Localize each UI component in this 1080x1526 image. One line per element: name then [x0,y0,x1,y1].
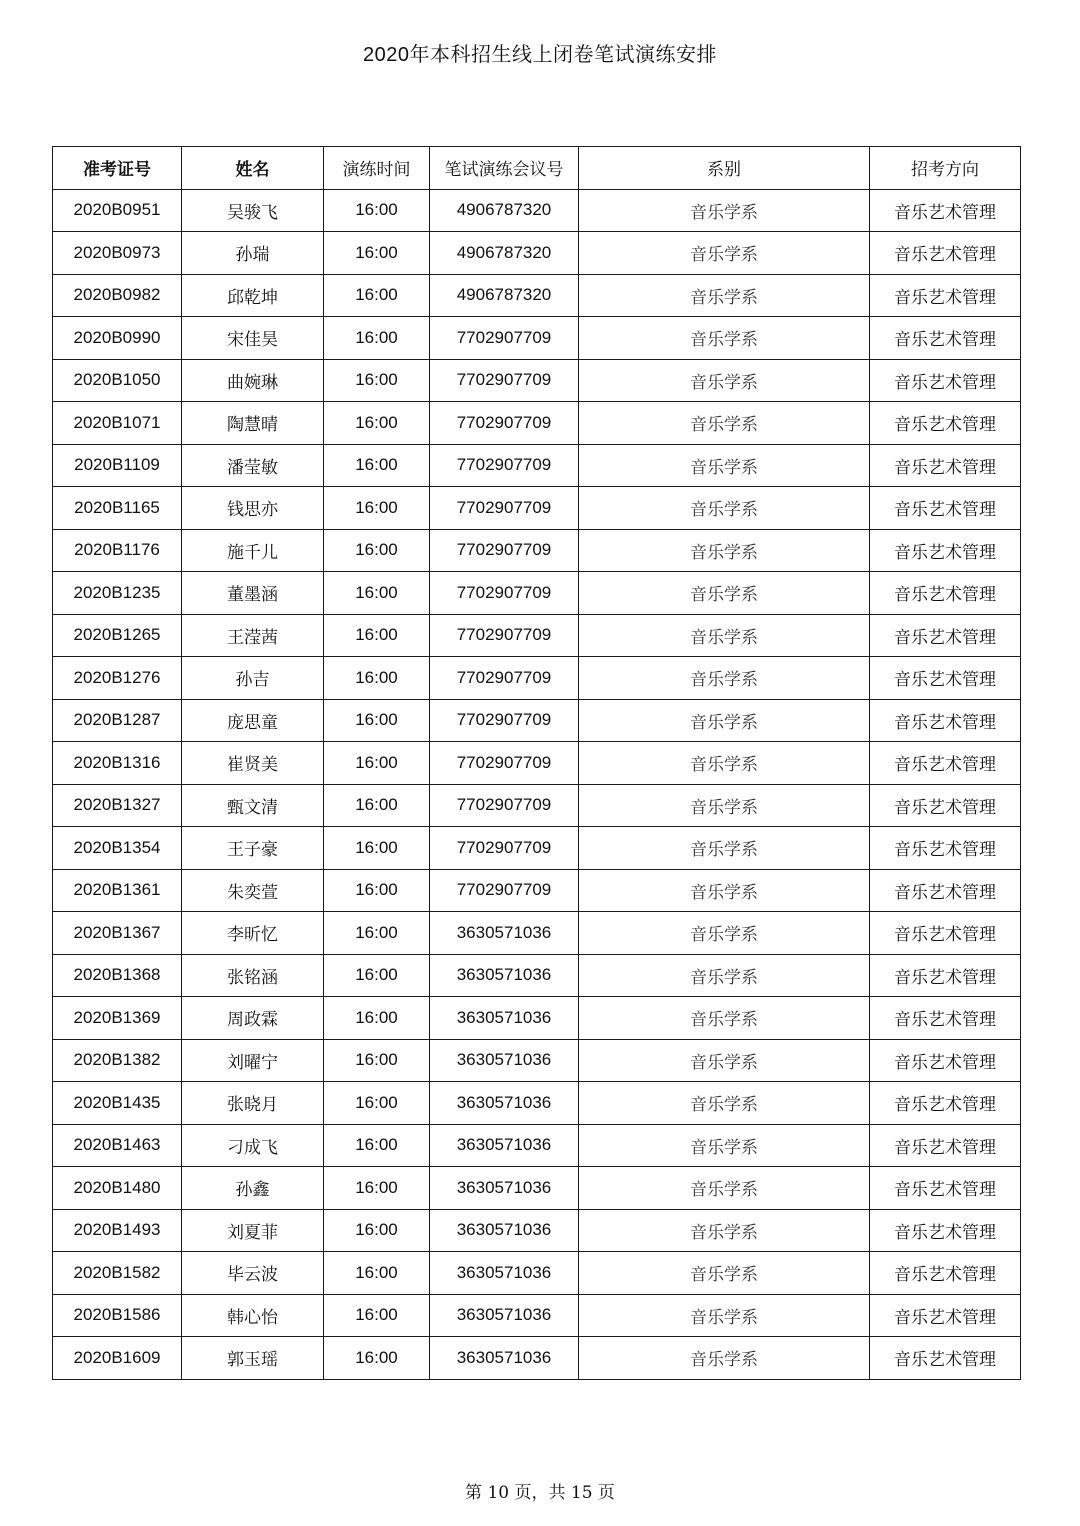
meeting-id-cell: 7702907709 [430,742,579,785]
name-cell: 韩心怡 [182,1294,324,1337]
direction-cell: 音乐艺术管理 [870,1167,1021,1210]
direction-cell: 音乐艺术管理 [870,1124,1021,1167]
table-row [53,784,1021,827]
meeting-id-cell: 7702907709 [430,317,579,360]
exam-id-cell: 2020B1316 [53,742,182,785]
header-time: 演练时间 [324,147,430,190]
direction-cell: 音乐艺术管理 [870,869,1021,912]
time-cell: 16:00 [324,1167,430,1210]
table-row [53,1124,1021,1167]
name-cell: 刘夏菲 [182,1209,324,1252]
name-cell: 朱奕萱 [182,869,324,912]
direction-cell: 音乐艺术管理 [870,614,1021,657]
meeting-id-cell: 3630571036 [430,1124,579,1167]
name-cell: 曲婉琳 [182,359,324,402]
table-row [53,317,1021,360]
department-cell: 音乐学系 [579,997,870,1040]
meeting-id-cell: 7702907709 [430,487,579,530]
time-cell: 16:00 [324,1209,430,1252]
direction-cell: 音乐艺术管理 [870,1209,1021,1252]
meeting-id-cell: 7702907709 [430,827,579,870]
exam-id-cell: 2020B1586 [53,1294,182,1337]
direction-cell: 音乐艺术管理 [870,784,1021,827]
department-cell: 音乐学系 [579,954,870,997]
name-cell: 钱思亦 [182,487,324,530]
meeting-id-cell: 3630571036 [430,1252,579,1295]
exam-id-cell: 2020B1382 [53,1039,182,1082]
table-row [53,912,1021,955]
table-row [53,1252,1021,1295]
meeting-id-cell: 7702907709 [430,359,579,402]
name-cell: 孙吉 [182,657,324,700]
department-cell: 音乐学系 [579,869,870,912]
direction-cell: 音乐艺术管理 [870,657,1021,700]
meeting-id-cell: 3630571036 [430,1294,579,1337]
name-cell: 刘曜宁 [182,1039,324,1082]
time-cell: 16:00 [324,869,430,912]
name-cell: 潘莹敏 [182,444,324,487]
name-cell: 王子豪 [182,827,324,870]
department-cell: 音乐学系 [579,317,870,360]
department-cell: 音乐学系 [579,1337,870,1380]
direction-cell: 音乐艺术管理 [870,1337,1021,1380]
direction-cell: 音乐艺术管理 [870,699,1021,742]
direction-cell: 音乐艺术管理 [870,912,1021,955]
name-cell: 刁成飞 [182,1124,324,1167]
time-cell: 16:00 [324,1337,430,1380]
department-cell: 音乐学系 [579,912,870,955]
exam-id-cell: 2020B1276 [53,657,182,700]
meeting-id-cell: 7702907709 [430,402,579,445]
time-cell: 16:00 [324,699,430,742]
direction-cell: 音乐艺术管理 [870,529,1021,572]
exam-id-cell: 2020B1582 [53,1252,182,1295]
name-cell: 张铭涵 [182,954,324,997]
meeting-id-cell: 7702907709 [430,657,579,700]
time-cell: 16:00 [324,954,430,997]
meeting-id-cell: 3630571036 [430,1082,579,1125]
meeting-id-cell: 4906787320 [430,189,579,232]
direction-cell: 音乐艺术管理 [870,954,1021,997]
department-cell: 音乐学系 [579,189,870,232]
exam-id-cell: 2020B1361 [53,869,182,912]
table-row [53,529,1021,572]
direction-cell: 音乐艺术管理 [870,317,1021,360]
meeting-id-cell: 3630571036 [430,912,579,955]
department-cell: 音乐学系 [579,402,870,445]
direction-cell: 音乐艺术管理 [870,827,1021,870]
meeting-id-cell: 3630571036 [430,1337,579,1380]
meeting-id-cell: 3630571036 [430,1039,579,1082]
time-cell: 16:00 [324,1124,430,1167]
header-name: 姓名 [182,147,324,190]
schedule-table [52,146,1021,1380]
direction-cell: 音乐艺术管理 [870,1082,1021,1125]
exam-id-cell: 2020B0990 [53,317,182,360]
exam-id-cell: 2020B1050 [53,359,182,402]
exam-id-cell: 2020B1176 [53,529,182,572]
exam-id-cell: 2020B1327 [53,784,182,827]
table-row [53,274,1021,317]
direction-cell: 音乐艺术管理 [870,402,1021,445]
name-cell: 邱乾坤 [182,274,324,317]
direction-cell: 音乐艺术管理 [870,274,1021,317]
table-row [53,232,1021,275]
meeting-id-cell: 3630571036 [430,1209,579,1252]
exam-id-cell: 2020B1265 [53,614,182,657]
exam-id-cell: 2020B1368 [53,954,182,997]
table-row [53,402,1021,445]
time-cell: 16:00 [324,1039,430,1082]
table-row [53,444,1021,487]
direction-cell: 音乐艺术管理 [870,189,1021,232]
time-cell: 16:00 [324,317,430,360]
header-direction: 招考方向 [870,147,1021,190]
page-number: 第 10 页，共 15 页 [465,1483,615,1503]
department-cell: 音乐学系 [579,1252,870,1295]
time-cell: 16:00 [324,657,430,700]
table-row [53,827,1021,870]
exam-id-cell: 2020B1463 [53,1124,182,1167]
time-cell: 16:00 [324,189,430,232]
meeting-id-cell: 7702907709 [430,784,579,827]
department-cell: 音乐学系 [579,1294,870,1337]
department-cell: 音乐学系 [579,742,870,785]
meeting-id-cell: 7702907709 [430,614,579,657]
time-cell: 16:00 [324,572,430,615]
header-exam-id: 准考证号 [53,147,182,190]
department-cell: 音乐学系 [579,572,870,615]
time-cell: 16:00 [324,444,430,487]
department-cell: 音乐学系 [579,699,870,742]
table-row [53,1337,1021,1380]
exam-id-cell: 2020B1493 [53,1209,182,1252]
department-cell: 音乐学系 [579,614,870,657]
page-title: 2020年本科招生线上闭卷笔试演练安排 [363,44,717,66]
table-row [53,1209,1021,1252]
table-row [53,487,1021,530]
table-row [53,1167,1021,1210]
direction-cell: 音乐艺术管理 [870,232,1021,275]
time-cell: 16:00 [324,997,430,1040]
table-row [53,614,1021,657]
direction-cell: 音乐艺术管理 [870,359,1021,402]
department-cell: 音乐学系 [579,1082,870,1125]
header-department: 系别 [579,147,870,190]
table-row [53,1039,1021,1082]
meeting-id-cell: 3630571036 [430,997,579,1040]
name-cell: 崔贤美 [182,742,324,785]
table-row [53,954,1021,997]
meeting-id-cell: 7702907709 [430,869,579,912]
department-cell: 音乐学系 [579,1209,870,1252]
exam-id-cell: 2020B0973 [53,232,182,275]
exam-id-cell: 2020B0951 [53,189,182,232]
time-cell: 16:00 [324,827,430,870]
exam-id-cell: 2020B1369 [53,997,182,1040]
table-body [53,189,1021,1379]
time-cell: 16:00 [324,529,430,572]
meeting-id-cell: 7702907709 [430,444,579,487]
table-row [53,1294,1021,1337]
department-cell: 音乐学系 [579,1039,870,1082]
time-cell: 16:00 [324,784,430,827]
name-cell: 孙鑫 [182,1167,324,1210]
time-cell: 16:00 [324,359,430,402]
time-cell: 16:00 [324,274,430,317]
department-cell: 音乐学系 [579,1124,870,1167]
table-row [53,997,1021,1040]
direction-cell: 音乐艺术管理 [870,1252,1021,1295]
table-row [53,189,1021,232]
exam-id-cell: 2020B1287 [53,699,182,742]
time-cell: 16:00 [324,614,430,657]
exam-id-cell: 2020B1235 [53,572,182,615]
time-cell: 16:00 [324,1252,430,1295]
time-cell: 16:00 [324,912,430,955]
meeting-id-cell: 7702907709 [430,529,579,572]
time-cell: 16:00 [324,1082,430,1125]
exam-id-cell: 2020B1367 [53,912,182,955]
name-cell: 庞思童 [182,699,324,742]
exam-id-cell: 2020B1071 [53,402,182,445]
time-cell: 16:00 [324,1294,430,1337]
direction-cell: 音乐艺术管理 [870,997,1021,1040]
table-header-row [53,147,1021,190]
direction-cell: 音乐艺术管理 [870,487,1021,530]
meeting-id-cell: 4906787320 [430,232,579,275]
exam-id-cell: 2020B1435 [53,1082,182,1125]
department-cell: 音乐学系 [579,784,870,827]
department-cell: 音乐学系 [579,657,870,700]
name-cell: 王滢茜 [182,614,324,657]
time-cell: 16:00 [324,232,430,275]
table-row [53,742,1021,785]
name-cell: 毕云波 [182,1252,324,1295]
department-cell: 音乐学系 [579,359,870,402]
meeting-id-cell: 3630571036 [430,1167,579,1210]
exam-id-cell: 2020B1354 [53,827,182,870]
table-row [53,1082,1021,1125]
time-cell: 16:00 [324,487,430,530]
table-row [53,699,1021,742]
table-row [53,359,1021,402]
direction-cell: 音乐艺术管理 [870,1039,1021,1082]
department-cell: 音乐学系 [579,529,870,572]
department-cell: 音乐学系 [579,827,870,870]
name-cell: 周政霖 [182,997,324,1040]
department-cell: 音乐学系 [579,232,870,275]
meeting-id-cell: 7702907709 [430,699,579,742]
time-cell: 16:00 [324,742,430,785]
name-cell: 甄文清 [182,784,324,827]
header-meeting-id: 笔试演练会议号 [430,147,579,190]
name-cell: 孙瑞 [182,232,324,275]
department-cell: 音乐学系 [579,487,870,530]
department-cell: 音乐学系 [579,274,870,317]
direction-cell: 音乐艺术管理 [870,742,1021,785]
name-cell: 施千儿 [182,529,324,572]
exam-id-cell: 2020B0982 [53,274,182,317]
name-cell: 董墨涵 [182,572,324,615]
department-cell: 音乐学系 [579,1167,870,1210]
name-cell: 李昕忆 [182,912,324,955]
name-cell: 吴骏飞 [182,189,324,232]
meeting-id-cell: 3630571036 [430,954,579,997]
name-cell: 张晓月 [182,1082,324,1125]
table-row [53,657,1021,700]
meeting-id-cell: 7702907709 [430,572,579,615]
department-cell: 音乐学系 [579,444,870,487]
name-cell: 郭玉瑶 [182,1337,324,1380]
name-cell: 宋佳昊 [182,317,324,360]
table-row [53,869,1021,912]
direction-cell: 音乐艺术管理 [870,572,1021,615]
exam-id-cell: 2020B1480 [53,1167,182,1210]
name-cell: 陶慧晴 [182,402,324,445]
time-cell: 16:00 [324,402,430,445]
exam-id-cell: 2020B1165 [53,487,182,530]
table-row [53,572,1021,615]
meeting-id-cell: 4906787320 [430,274,579,317]
exam-id-cell: 2020B1609 [53,1337,182,1380]
direction-cell: 音乐艺术管理 [870,1294,1021,1337]
exam-id-cell: 2020B1109 [53,444,182,487]
direction-cell: 音乐艺术管理 [870,444,1021,487]
